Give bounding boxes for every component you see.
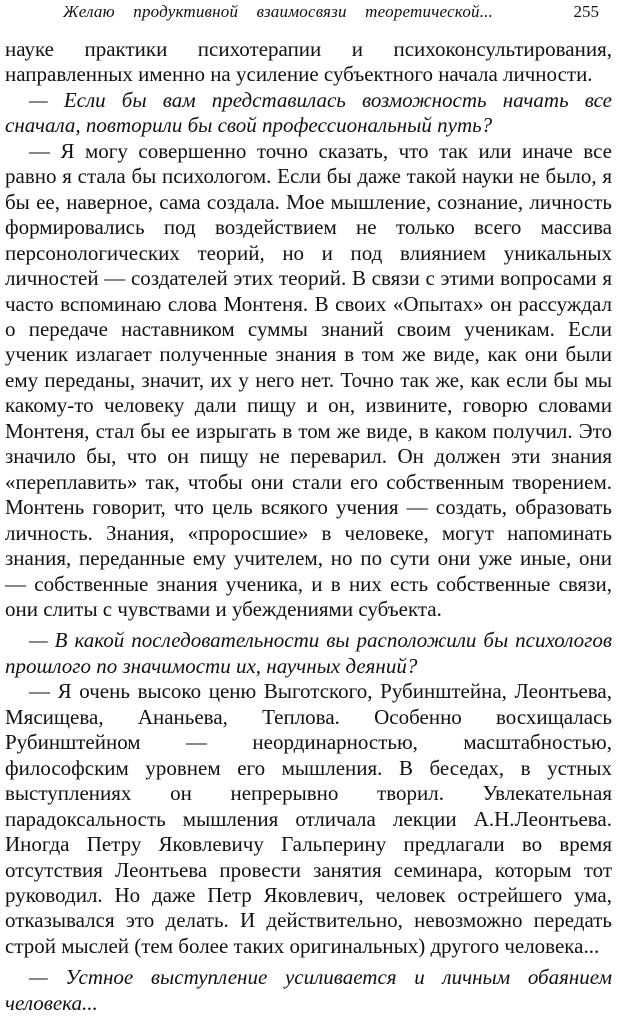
interview-question: — Устное выступление усиливается и личным обаянием человека... <box>5 965 612 1015</box>
interview-answer: — Я могу совершенно точно сказать, что так или иначе все равно я стала бы психологом. Если бы даже такой науки не было, я бы ее, наверное, сама создала. Мое мышление, сознание, личность формировались под воздействием не только всего массива персонологических теорий, но и под влиянием уникальных личностей — создателей этих теорий. В связи с этими вопросами я часто вспоминаю слова Монтеня. В своих «Опытах» он рассуждал о передаче наставником суммы знаний своим ученикам. Если ученик излагает полученные знания в том же виде, как они были ему переданы, значит, их у него нет. Точно так же, как если бы мы какому-то человеку дали пищу и он, извините, говорю словами Монтеня, стал бы ее изрыгать в том же виде, в каком получил. Это значило бы, что он пищу не переварил. Он должен эти знания «переплавить» так, чтобы они стали его собственным творением. Монтень говорит, что цель всякого учения — создать, образовать личность. Знания, «проросшие» в человеке, могут напоминать знания, переданные ему учителем, но по сути они уже иные, они — собственные знания ученика, и в них есть собственные связи, они слиты с чувствами и убеждениями субъекта. <box>5 138 612 621</box>
running-head-title: Желаю продуктивной взаимосвязи теоретической... <box>63 2 494 21</box>
body-text <box>5 37 612 1016</box>
page-number: 255 <box>573 2 599 21</box>
interview-question: — В какой последовательности вы расположили бы психологов прошлого по значимости их, научных деяний? <box>5 628 612 678</box>
running-head <box>5 0 612 30</box>
interview-question: — Если бы вам представилась возможность начать все сначала, повторили бы свой профессиональный путь? <box>5 87 612 138</box>
paragraph-continuation: науке практики психотерапии и психоконсультирования, направленных именно на усиление субъектного начала личности. <box>5 37 612 87</box>
interview-answer: — Я очень высоко ценю Выготского, Рубинштейна, Леонтьева, Мясищева, Ананьева, Теплова. Особенно восхищалась Рубинштейном — неординарностью, масштабностью, философским уровнем его мышления. В беседах, в устных выступлениях он непрерывно творил. Увлекательная парадоксальность мышления отличала лекции А.Н.Леонтьева. Иногда Петру Яковлевичу Гальперину предлагали во время отсутствия Леонтьева провести занятия семинара, которым тот руководил. Но даже Петр Яковлевич, человек острейшего ума, отказывался это делать. И действительно, невозможно передать строй мыслей (тем более таких оригинальных) другого человека... <box>5 679 612 958</box>
